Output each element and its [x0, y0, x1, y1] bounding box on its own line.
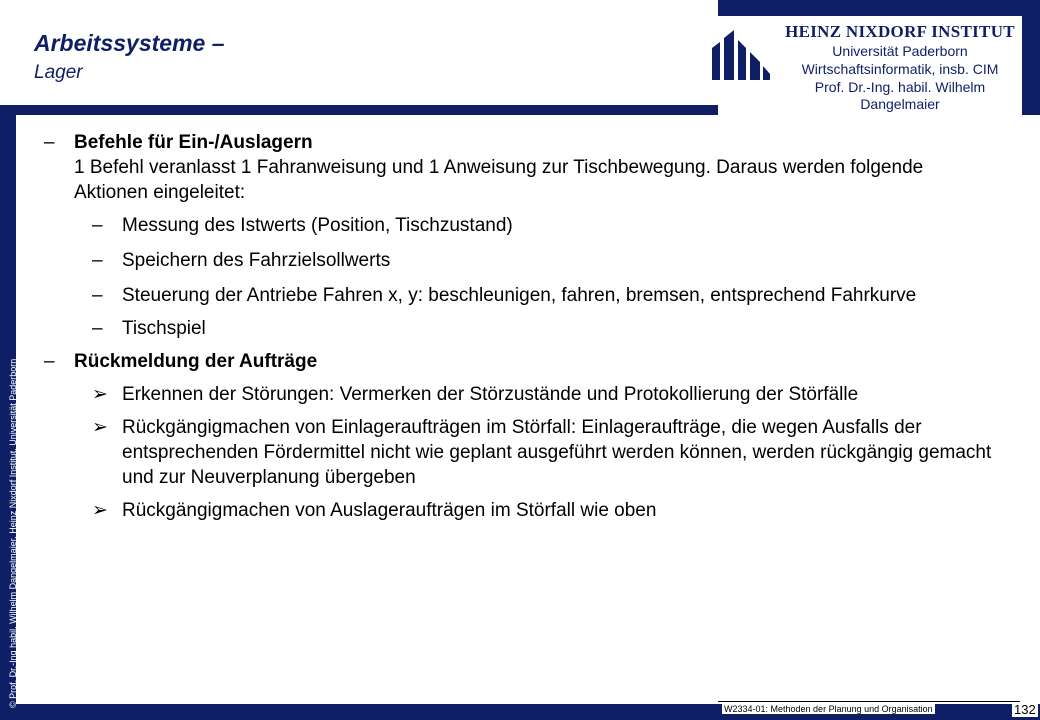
list-item	[38, 349, 998, 374]
section-heading: Rückmeldung der Aufträge	[74, 351, 318, 372]
university-name: Universität Paderborn	[832, 43, 968, 59]
dash-bullet-icon: –	[92, 250, 103, 271]
institute-name: HEINZ NIXDORF INSTITUT	[785, 22, 1015, 41]
dash-bullet-icon: –	[44, 132, 55, 153]
list-item	[38, 498, 998, 523]
section-heading: Befehle für Ein-/Auslagern	[74, 132, 313, 153]
professor-name: Prof. Dr.-Ing. habil. Wilhelm Dangelmaier	[814, 79, 986, 112]
list-item	[38, 415, 998, 490]
list-item-text: Steuerung der Antriebe Fahren x, y: beschleunigen, fahren, bremsen, entsprechend Fahrkurve	[122, 285, 917, 306]
list-item	[38, 382, 998, 407]
slide-subtitle: Lager	[34, 62, 83, 83]
list-item-text: Messung des Istwerts (Position, Tischzustand)	[122, 215, 513, 236]
list-item	[38, 130, 998, 205]
dash-bullet-icon: –	[44, 351, 55, 372]
list-item-text: Rückgängigmachen von Auslageraufträgen im Störfall wie oben	[122, 500, 657, 521]
list-item	[38, 248, 998, 273]
dash-bullet-icon: –	[92, 215, 103, 236]
institute-logo-text	[778, 22, 1022, 113]
department-name: Wirtschaftsinformatik, insb. CIM	[801, 61, 999, 77]
arrow-bullet-icon: ➢	[92, 417, 108, 438]
slide-title: Arbeitssysteme –	[34, 30, 225, 56]
slide-body	[38, 130, 998, 523]
list-item-text: Tischspiel	[122, 318, 206, 339]
list-item	[38, 316, 998, 341]
course-label: W2334-01: Methoden der Planung und Organisation	[724, 704, 933, 714]
copyright-sidebar	[0, 0, 16, 720]
list-item-text: Erkennen der Störungen: Vermerken der Störzustände und Protokollierung der Störfälle	[122, 384, 859, 405]
footer-divider	[718, 701, 1020, 702]
dash-bullet-icon: –	[92, 318, 103, 339]
arrow-bullet-icon: ➢	[92, 500, 108, 521]
arrow-bullet-icon: ➢	[92, 384, 108, 405]
list-item	[38, 213, 998, 238]
list-item	[38, 283, 998, 308]
section-text: 1 Befehl veranlasst 1 Fahranweisung und 1 Anweisung zur Tischbewegung. Daraus werden folgende Aktionen eingeleitet:	[74, 157, 924, 203]
list-item-text: Rückgängigmachen von Einlageraufträgen im Störfall: Einlageraufträge, die wegen Ausfalls der entsprechenden Fördermittel nicht wie geplant ausgeführt werden können, werden rückgängig gemacht und zur Neuverplanung übergeben	[122, 417, 992, 488]
dash-bullet-icon: –	[92, 285, 103, 306]
institute-logo-icon	[710, 30, 772, 82]
copyright-text: © Prof. Dr.-Ing habil. Wilhelm Dangelmaier, Heinz Nixdorf Institut, Universität Paderborn	[8, 358, 18, 708]
page-number: 132	[1014, 702, 1036, 717]
list-item-text: Speichern des Fahrzielsollwerts	[122, 250, 391, 271]
